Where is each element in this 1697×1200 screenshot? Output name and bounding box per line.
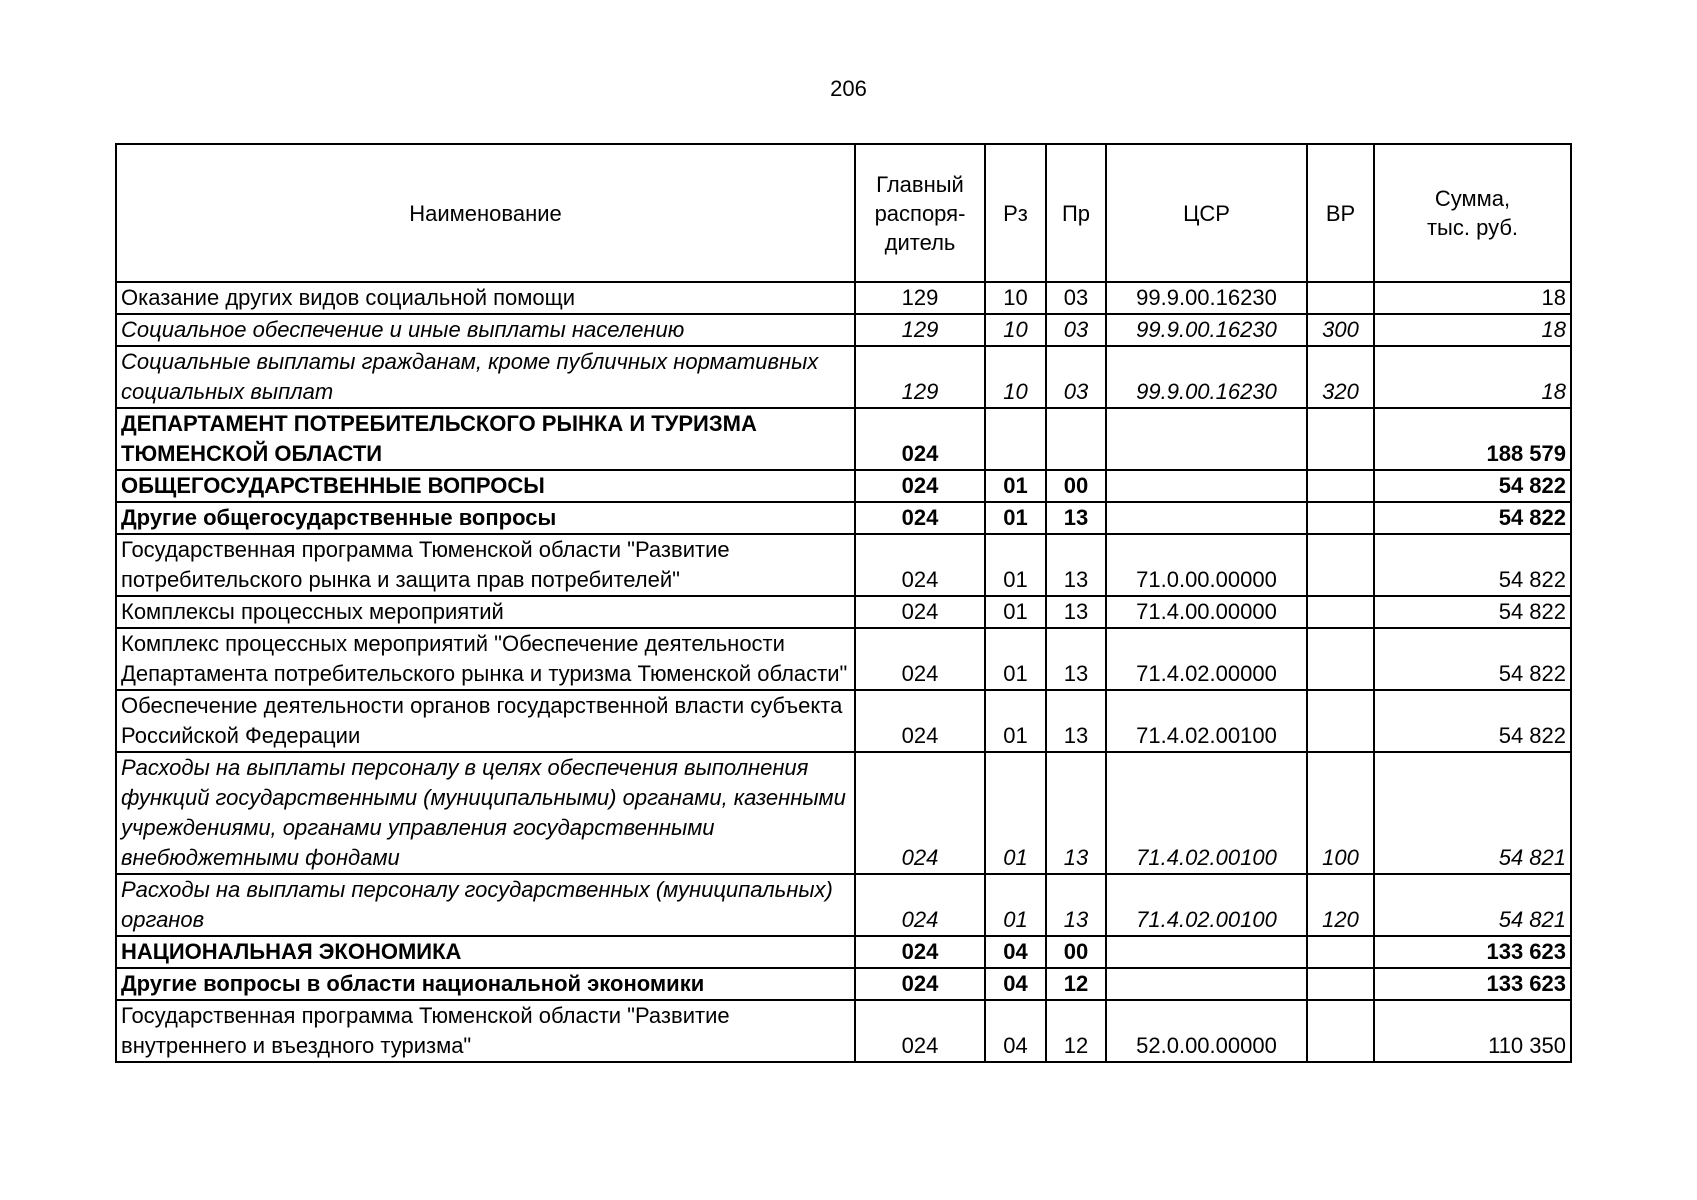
cell-expense-type — [1307, 628, 1374, 690]
cell-amount: 54 822 — [1374, 628, 1571, 690]
cell-name: ДЕПАРТАМЕНТ ПОТРЕБИТЕЛЬСКОГО РЫНКА И ТУРИЗМА ТЮМЕНСКОЙ ОБЛАСТИ — [116, 408, 855, 470]
cell-target-item — [1106, 408, 1307, 470]
cell-subsection: 00 — [1046, 470, 1106, 502]
cell-subsection: 13 — [1046, 752, 1106, 874]
header-section: Рз — [985, 144, 1046, 282]
table-body — [116, 282, 1571, 1062]
cell-section: 01 — [985, 502, 1046, 534]
table-row — [116, 282, 1571, 314]
cell-name: Государственная программа Тюменской области "Развитие потребительского рынка и защита прав потребителей" — [116, 534, 855, 596]
cell-section: 01 — [985, 470, 1046, 502]
cell-subsection: 13 — [1046, 502, 1106, 534]
cell-section: 01 — [985, 752, 1046, 874]
cell-target-item — [1106, 936, 1307, 968]
table-row — [116, 752, 1571, 874]
cell-chief-manager: 024 — [855, 470, 985, 502]
header-name: Наименование — [116, 144, 855, 282]
cell-chief-manager: 024 — [855, 534, 985, 596]
cell-amount: 18 — [1374, 346, 1571, 408]
cell-chief-manager: 024 — [855, 752, 985, 874]
cell-section: 01 — [985, 690, 1046, 752]
cell-target-item: 71.4.02.00100 — [1106, 690, 1307, 752]
cell-amount: 54 822 — [1374, 470, 1571, 502]
cell-name: Расходы на выплаты персоналу государственных (муниципальных) органов — [116, 874, 855, 936]
cell-expense-type — [1307, 502, 1374, 534]
cell-expense-type — [1307, 968, 1374, 1000]
header-expense-type: ВР — [1307, 144, 1374, 282]
table-row — [116, 502, 1571, 534]
cell-subsection: 13 — [1046, 596, 1106, 628]
cell-chief-manager: 024 — [855, 596, 985, 628]
cell-target-item: 52.0.00.00000 — [1106, 1000, 1307, 1062]
cell-section: 01 — [985, 596, 1046, 628]
table-row — [116, 690, 1571, 752]
table-row — [116, 470, 1571, 502]
cell-section: 04 — [985, 1000, 1046, 1062]
cell-subsection: 03 — [1046, 282, 1106, 314]
table-row — [116, 534, 1571, 596]
cell-name: ОБЩЕГОСУДАРСТВЕННЫЕ ВОПРОСЫ — [116, 470, 855, 502]
cell-subsection: 03 — [1046, 314, 1106, 346]
cell-chief-manager: 024 — [855, 936, 985, 968]
cell-target-item: 99.9.00.16230 — [1106, 314, 1307, 346]
cell-subsection — [1046, 408, 1106, 470]
table-row — [116, 314, 1571, 346]
table-row — [116, 968, 1571, 1000]
cell-amount: 110 350 — [1374, 1000, 1571, 1062]
header-subsection: Пр — [1046, 144, 1106, 282]
cell-subsection: 12 — [1046, 1000, 1106, 1062]
cell-amount: 133 623 — [1374, 936, 1571, 968]
cell-section: 10 — [985, 314, 1046, 346]
cell-subsection: 13 — [1046, 534, 1106, 596]
cell-target-item: 71.0.00.00000 — [1106, 534, 1307, 596]
cell-name: Государственная программа Тюменской области "Развитие внутреннего и въездного туризма" — [116, 1000, 855, 1062]
table-row — [116, 408, 1571, 470]
cell-target-item: 71.4.00.00000 — [1106, 596, 1307, 628]
cell-expense-type — [1307, 534, 1374, 596]
cell-expense-type: 100 — [1307, 752, 1374, 874]
cell-section: 01 — [985, 534, 1046, 596]
cell-name: Обеспечение деятельности органов государственной власти субъекта Российской Федерации — [116, 690, 855, 752]
cell-subsection: 00 — [1046, 936, 1106, 968]
cell-expense-type — [1307, 1000, 1374, 1062]
table-row — [116, 936, 1571, 968]
table-row — [116, 1000, 1571, 1062]
cell-amount: 54 822 — [1374, 502, 1571, 534]
cell-section: 04 — [985, 968, 1046, 1000]
cell-target-item — [1106, 470, 1307, 502]
cell-section: 10 — [985, 282, 1046, 314]
cell-amount: 54 822 — [1374, 690, 1571, 752]
budget-table — [115, 143, 1572, 1063]
cell-expense-type — [1307, 690, 1374, 752]
cell-name: Социальные выплаты гражданам, кроме публичных нормативных социальных выплат — [116, 346, 855, 408]
cell-expense-type: 320 — [1307, 346, 1374, 408]
cell-expense-type — [1307, 596, 1374, 628]
cell-subsection: 12 — [1046, 968, 1106, 1000]
cell-section: 04 — [985, 936, 1046, 968]
table-header-row — [116, 144, 1571, 282]
cell-name: Социальное обеспечение и иные выплаты населению — [116, 314, 855, 346]
cell-name: Оказание других видов социальной помощи — [116, 282, 855, 314]
table-row — [116, 628, 1571, 690]
cell-chief-manager: 024 — [855, 874, 985, 936]
cell-subsection: 13 — [1046, 874, 1106, 936]
cell-expense-type — [1307, 408, 1374, 470]
cell-subsection: 03 — [1046, 346, 1106, 408]
cell-amount: 188 579 — [1374, 408, 1571, 470]
cell-expense-type — [1307, 936, 1374, 968]
cell-section: 10 — [985, 346, 1046, 408]
cell-target-item — [1106, 968, 1307, 1000]
cell-expense-type: 120 — [1307, 874, 1374, 936]
cell-chief-manager: 024 — [855, 628, 985, 690]
cell-section: 01 — [985, 874, 1046, 936]
cell-section: 01 — [985, 628, 1046, 690]
cell-chief-manager: 129 — [855, 282, 985, 314]
cell-target-item — [1106, 502, 1307, 534]
cell-name: Другие общегосударственные вопросы — [116, 502, 855, 534]
cell-chief-manager: 024 — [855, 502, 985, 534]
cell-name: Комплекс процессных мероприятий "Обеспечение деятельности Департамента потребительского рынка и туризма Тюменской области" — [116, 628, 855, 690]
header-target-item: ЦСР — [1106, 144, 1307, 282]
cell-amount: 54 821 — [1374, 752, 1571, 874]
cell-subsection: 13 — [1046, 690, 1106, 752]
cell-expense-type — [1307, 282, 1374, 314]
header-amount: Сумма, тыс. руб. — [1374, 144, 1571, 282]
cell-expense-type: 300 — [1307, 314, 1374, 346]
cell-subsection: 13 — [1046, 628, 1106, 690]
cell-name: НАЦИОНАЛЬНАЯ ЭКОНОМИКА — [116, 936, 855, 968]
cell-amount: 54 822 — [1374, 596, 1571, 628]
cell-chief-manager: 024 — [855, 1000, 985, 1062]
cell-amount: 54 821 — [1374, 874, 1571, 936]
cell-chief-manager: 024 — [855, 690, 985, 752]
cell-amount: 18 — [1374, 282, 1571, 314]
cell-target-item: 99.9.00.16230 — [1106, 346, 1307, 408]
cell-expense-type — [1307, 470, 1374, 502]
table-row — [116, 596, 1571, 628]
table-row — [116, 874, 1571, 936]
cell-amount: 18 — [1374, 314, 1571, 346]
cell-name: Комплексы процессных мероприятий — [116, 596, 855, 628]
cell-chief-manager: 024 — [855, 408, 985, 470]
cell-target-item: 71.4.02.00000 — [1106, 628, 1307, 690]
cell-section — [985, 408, 1046, 470]
cell-name: Другие вопросы в области национальной экономики — [116, 968, 855, 1000]
cell-target-item: 71.4.02.00100 — [1106, 874, 1307, 936]
cell-chief-manager: 129 — [855, 346, 985, 408]
cell-amount: 133 623 — [1374, 968, 1571, 1000]
cell-chief-manager: 129 — [855, 314, 985, 346]
cell-chief-manager: 024 — [855, 968, 985, 1000]
page-number: 206 — [830, 76, 867, 101]
cell-name: Расходы на выплаты персоналу в целях обеспечения выполнения функций государственными (муниципальными) органами, казенными учреждениями, органами управления государственными внебюджетными фондами — [116, 752, 855, 874]
header-chief-manager: Главный распоря- дитель — [855, 144, 985, 282]
cell-amount: 54 822 — [1374, 534, 1571, 596]
cell-target-item: 71.4.02.00100 — [1106, 752, 1307, 874]
cell-target-item: 99.9.00.16230 — [1106, 282, 1307, 314]
table-row — [116, 346, 1571, 408]
